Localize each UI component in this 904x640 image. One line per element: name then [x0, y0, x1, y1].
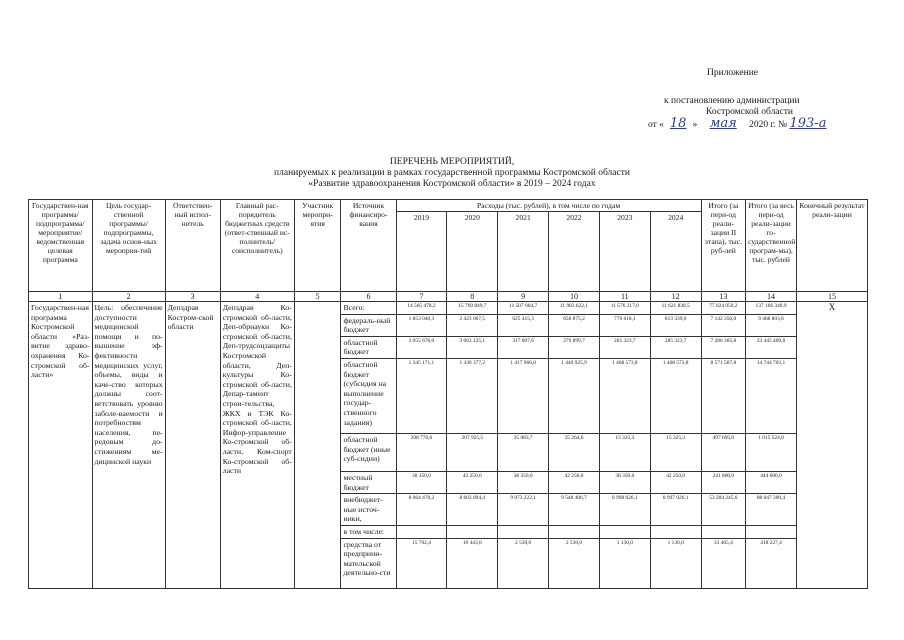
header-year: 2024 — [650, 212, 701, 292]
col-number: 13 — [701, 292, 745, 302]
value-cell — [746, 525, 797, 538]
value-cell: 1 430 377,2 — [447, 358, 498, 433]
value-cell: 23 445 409,8 — [746, 336, 797, 358]
value-cell: 1 130,0 — [599, 538, 650, 588]
value-cell: 418 227,4 — [746, 538, 797, 588]
value-cell: 42 250,0 — [549, 471, 600, 493]
funding-source: средства от предприни-мательской деятельно-сти — [341, 538, 396, 588]
col-number: 15 — [796, 292, 867, 302]
header-distributor: Главный рас-порядитель бюджетных средств (ответ-ственный ис-полнитель/ соисполнитель) — [220, 200, 294, 292]
value-cell: 1 440 925,9 — [549, 358, 600, 433]
value-cell: 1 345 171,1 — [396, 358, 447, 433]
col-number: 9 — [498, 292, 549, 302]
value-cell: 8 064 470,2 — [396, 494, 447, 526]
col-number: 10 — [549, 292, 600, 302]
value-cell: 444 600,0 — [746, 471, 797, 493]
decree-line-2: Костромской области — [706, 107, 793, 117]
value-cell: 10 443,0 — [447, 538, 498, 588]
date-year: 2020 г. № — [749, 120, 788, 130]
funding-source: федераль-ный бюджет — [341, 314, 396, 336]
value-cell: 53 284 245,6 — [701, 494, 745, 526]
value-cell: 8 571 587,8 — [701, 358, 745, 433]
value-cell: 38 350,0 — [396, 471, 447, 493]
value-cell — [650, 525, 701, 538]
value-cell: 15 325,3 — [599, 433, 650, 471]
value-cell: 9 548 406,7 — [549, 494, 600, 526]
header-responsible: Ответствен-ный испол-нитель — [165, 200, 220, 292]
result-cell: X — [796, 302, 867, 589]
handwritten-day: 18 — [669, 116, 687, 131]
header-row-1 — [29, 200, 868, 212]
col-number: 5 — [294, 292, 341, 302]
value-cell: 285 323,7 — [599, 336, 650, 358]
header-year: 2020 — [447, 212, 498, 292]
value-cell: 813 339,6 — [650, 314, 701, 336]
value-cell: 1 468 573,8 — [599, 358, 650, 433]
funding-source: в том числе: — [341, 525, 396, 538]
funding-source: внебюджет-ные источ-ники, — [341, 494, 396, 526]
value-cell: 9 073 222,1 — [498, 494, 549, 526]
value-cell: 9 468 803,6 — [746, 314, 797, 336]
col-number: 4 — [220, 292, 294, 302]
header-year: 2023 — [599, 212, 650, 292]
value-cell: 3 063 135,1 — [447, 336, 498, 358]
value-cell: 14 744 703,1 — [746, 358, 797, 433]
header-source: Источник финансиро-вания — [341, 200, 396, 292]
value-cell: 625 415,3 — [498, 314, 549, 336]
col-number: 11 — [599, 292, 650, 302]
value-cell: 241 800,0 — [701, 471, 745, 493]
value-cell: 15 325,3 — [650, 433, 701, 471]
handwritten-month: мая — [709, 116, 737, 131]
header-year: 2019 — [396, 212, 447, 292]
doc-title: ПЕРЕЧЕНЬ МЕРОПРИЯТИЙ, — [389, 157, 515, 167]
value-cell: 2 530,0 — [498, 538, 549, 588]
value-cell: 1 015 524,0 — [746, 433, 797, 471]
value-cell: 285 323,7 — [650, 336, 701, 358]
responsible-cell: Депздрав Костром-ской области — [165, 302, 220, 589]
col-number: 14 — [746, 292, 797, 302]
appendix-label: Приложение — [707, 68, 758, 78]
value-cell: 1 417 966,0 — [498, 358, 549, 433]
funding-source: областной бюджет — [341, 336, 396, 358]
col-number: 8 — [447, 292, 498, 302]
value-cell: 15 702,4 — [396, 538, 447, 588]
value-cell: 77 024 050,2 — [701, 302, 745, 315]
value-cell — [701, 525, 745, 538]
col-number: 12 — [650, 292, 701, 302]
program-cell: Государствен-ная программа Костромской области «Раз-витие здраво-охранения Ко-стромской об-ласти» — [29, 302, 93, 589]
col-number: 1 — [29, 292, 93, 302]
value-cell: 42 250,0 — [447, 471, 498, 493]
header-program: Государствен-ная программа/ подпрограмма/ мероприятие/ ведомственная целевая программа — [29, 200, 93, 292]
goal-cell: Цель: обеспечение доступности медицинской помощи и по-вышение эф-фективности медицинских услуг, объемы, виды и каче-ство которых должны соот-ветствовать уровню заболе-ваемости и потребностям населения, пе-редовым до-стижениям ме-дицинской науки — [92, 302, 165, 589]
value-cell: 208 770,6 — [396, 433, 447, 471]
value-cell: 42 250,0 — [650, 471, 701, 493]
table-row — [29, 302, 868, 315]
value-cell: 7 142 356,0 — [701, 314, 745, 336]
value-cell — [447, 525, 498, 538]
value-cell: 770 618,1 — [599, 314, 650, 336]
decree-date-line — [648, 118, 826, 131]
col-number: 7 — [396, 292, 447, 302]
doc-subtitle-1: планируемых к реализации в рамках государственной программы Костромской области — [274, 168, 630, 178]
value-cell: 1 853 040,3 — [396, 314, 447, 336]
value-cell: 15 769 849,7 — [447, 302, 498, 315]
funding-source: Всего: — [341, 302, 396, 315]
value-cell: 207 925,5 — [447, 433, 498, 471]
value-cell: 33 465,4 — [701, 538, 745, 588]
value-cell: 1 468 573,8 — [650, 358, 701, 433]
column-numbers-row — [29, 292, 868, 302]
value-cell — [498, 525, 549, 538]
header-participant: Участник меропри-ятия — [294, 200, 341, 292]
doc-subtitle-2: «Развитие здравоохранения Костромской области» в 2019 – 2024 годах — [308, 179, 596, 189]
header-goal: Цель государ-ственной программы/ подпрограммы, задача основ-ных мероприя-тий — [92, 200, 165, 292]
value-cell: 8 603 094,4 — [447, 494, 498, 526]
value-cell: 279 899,7 — [549, 336, 600, 358]
value-cell: 38 350,0 — [498, 471, 549, 493]
value-cell: 3 055 676,0 — [396, 336, 447, 358]
value-cell: 11 507 064,7 — [498, 302, 549, 315]
value-cell: 137 166 340,9 — [746, 302, 797, 315]
col-number: 3 — [165, 292, 220, 302]
value-cell — [549, 525, 600, 538]
funding-source: областной бюджет (субсидия на выполнение государ-ственного задания) — [341, 358, 396, 433]
value-cell: 14 565 478,2 — [396, 302, 447, 315]
value-cell: 8 998 026,1 — [599, 494, 650, 526]
value-cell — [599, 525, 650, 538]
value-cell: 35 264,6 — [549, 433, 600, 471]
value-cell — [396, 525, 447, 538]
value-cell: 7 286 365,8 — [701, 336, 745, 358]
distributor-cell: Депздрав Ко-стромской об-ласти, Деп-обрнауки Ко-стромской об-ласти, Деп-трудсоцзащиты Костромской области, Деп-культуры Ко-стромской об-ласти, Депар-тамент строи-тельства, ЖКХ и ТЭК Ко-стромской об-ласти, Инфор-управление Ко-стромской об-ласти, Ком-спорт Ко-стромской об-ласти — [220, 302, 294, 589]
value-cell: 656 875,2 — [549, 314, 600, 336]
col-number: 2 — [92, 292, 165, 302]
header-total-program: Итого (за весь пери-од реали-зации го-сударственной програм-мы), тыс. рублей — [746, 200, 797, 292]
value-cell: 11 621 838,5 — [650, 302, 701, 315]
participant-cell — [294, 302, 341, 589]
value-cell: 11 576 217,0 — [599, 302, 650, 315]
header-expenses: Расходы (тыс. рублей), в том числе по годам — [396, 200, 701, 212]
header-year: 2021 — [498, 212, 549, 292]
date-prefix: от « — [648, 120, 664, 130]
value-cell: 2 423 067,5 — [447, 314, 498, 336]
value-cell: 1 130,0 — [650, 538, 701, 588]
decree-line-1: к постановлению администрации — [664, 96, 800, 106]
funding-source: областной бюджет (иные суб-сидии) — [341, 433, 396, 471]
value-cell: 2 530,0 — [549, 538, 600, 588]
col-number: 6 — [341, 292, 396, 302]
date-mid: » — [692, 120, 698, 130]
value-cell: 497 695,0 — [701, 433, 745, 471]
header-total-stage: Итого (за пери-од реали-зации II этапа), тыс. руб-лей — [701, 200, 745, 292]
value-cell: 11 983 622,1 — [549, 302, 600, 315]
measures-table — [28, 199, 868, 589]
value-cell: 8 997 026,1 — [650, 494, 701, 526]
value-cell: 317 007,6 — [498, 336, 549, 358]
value-cell: 88 047 300,4 — [746, 494, 797, 526]
header-result: Конечный результат реали-зации — [796, 200, 867, 292]
value-cell: 38 350,0 — [599, 471, 650, 493]
handwritten-number: 193-а — [789, 116, 827, 131]
header-year: 2022 — [549, 212, 600, 292]
funding-source: местный бюджет — [341, 471, 396, 493]
value-cell: 35 083,7 — [498, 433, 549, 471]
